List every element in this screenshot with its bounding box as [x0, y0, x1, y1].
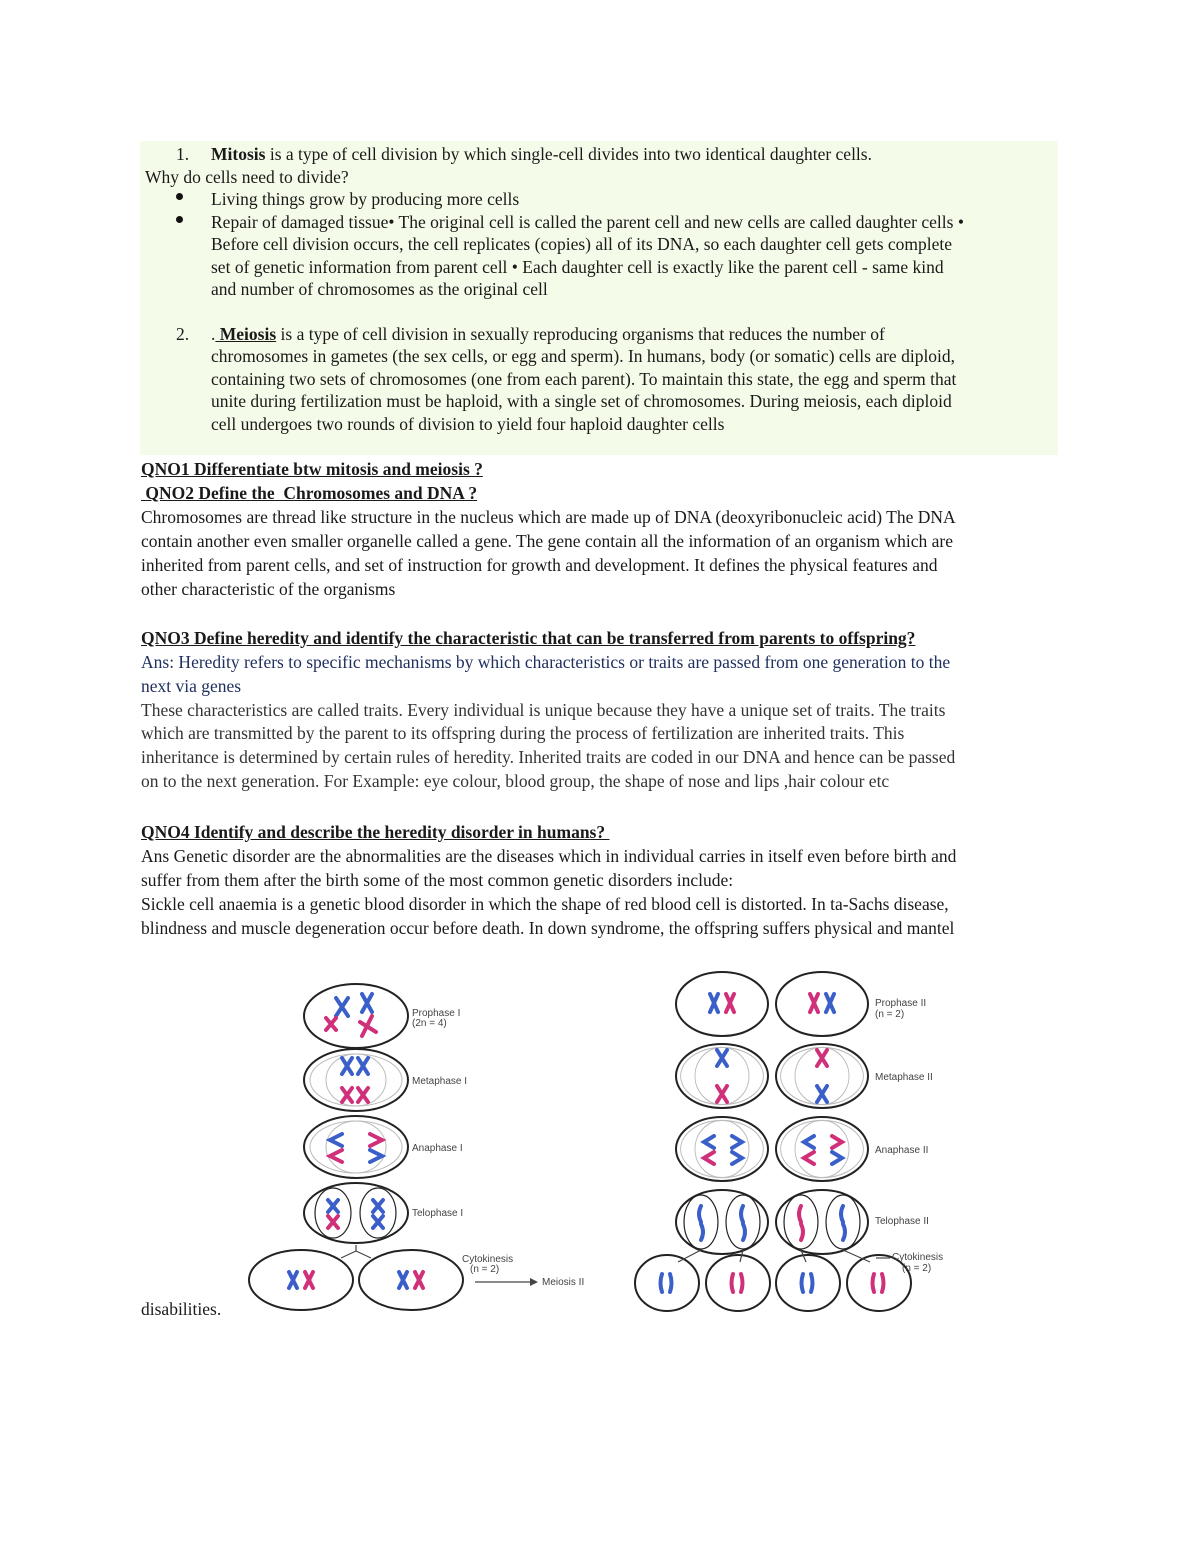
cell-anaphase-1 [304, 1116, 408, 1178]
q2-line: Chromosomes are thread like structure in the nucleus which are made up of DNA (deoxyribonucleic acid) The DNA [141, 507, 956, 527]
q2-line: contain another even smaller organelle called a gene. The gene contain all the information of an organism which are [141, 531, 953, 551]
why-divide-question: Why do cells need to divide? [145, 167, 349, 187]
cell-cytokinesis-right [359, 1250, 463, 1310]
list-number-2: 2. [176, 324, 190, 344]
gamete-cell [706, 1255, 770, 1311]
meiosis-line: containing two sets of chromosomes (one from each parent). To maintain this state, the egg and sperm that [211, 369, 957, 389]
q1-heading: QNO1 Differentiate btw mitosis and meiosis ? [141, 459, 483, 479]
q2-line: other characteristic of the organisms [141, 579, 396, 599]
label-cytokinesis-2: Cytokinesis [892, 1252, 944, 1263]
meiosis-line: cell undergoes two rounds of division to yield four haploid daughter cells [211, 414, 725, 434]
label-meiosis-2: Meiosis II [542, 1277, 585, 1288]
cell-telophase-1-inner-right [360, 1188, 396, 1238]
cell-prophase-2-right [776, 972, 868, 1036]
cell-prophase-2-left [676, 972, 768, 1036]
q2-heading: QNO2 Define the Chromosomes and DNA ? [141, 483, 478, 503]
q3-answer-line: next via genes [141, 676, 242, 696]
q3-line: These characteristics are called traits. Every individual is unique because they have a unique set of traits. The traits [141, 700, 946, 720]
cell-telophase-1-inner-left [315, 1188, 351, 1238]
meiosis-line: unite during fertilization must be haploid, with a single set of chromosomes. During meiosis, each diploid [211, 391, 952, 411]
cell-anaphase-2-left [676, 1117, 768, 1181]
label-cytokinesis-1-n: (n = 2) [470, 1264, 500, 1275]
cell-metaphase-2-right [776, 1044, 868, 1108]
label-cytokinesis-1: Cytokinesis [462, 1254, 514, 1265]
bullet-item-2-line: Repair of damaged tissue• The original cell is called the parent cell and new cells are called daughter cells • [211, 212, 964, 232]
cell-telophase-1 [304, 1183, 408, 1243]
bullet-item-1: Living things grow by producing more cells [211, 189, 520, 209]
label-anaphase-1: Anaphase I [412, 1143, 463, 1154]
label-prophase-1: Prophase I [412, 1008, 461, 1019]
cell-telophase-2-left [676, 1190, 768, 1254]
meiosis-text: is a type of cell division in sexually reproducing organisms that reduces the number of [276, 324, 885, 344]
cell-metaphase-1 [304, 1049, 408, 1111]
label-prophase-2-n: (n = 2) [875, 1009, 905, 1020]
bullet-item-2-line: Before cell division occurs, the cell replicates (copies) all of its DNA, so each daughter cell gets complete [211, 234, 953, 254]
q3-heading: QNO3 Define heredity and identify the characteristic that can be transferred from parents to offspring? [141, 628, 916, 648]
label-metaphase-1: Metaphase I [412, 1076, 468, 1087]
q3-line: on to the next generation. For Example: eye colour, blood group, the shape of nose and lips ,hair colour etc [141, 771, 890, 791]
cell-anaphase-2-right [776, 1117, 868, 1181]
label-metaphase-2: Metaphase II [875, 1072, 933, 1083]
label-telophase-1: Telophase I [412, 1208, 464, 1219]
cell-metaphase-2-left [676, 1044, 768, 1108]
q3-line: inheritance is determined by certain rules of heredity. Inherited traits are coded in our DNA and hence can be passed [141, 747, 956, 767]
bullet-item-2-line: set of genetic information from parent cell • Each daughter cell is exactly like the parent cell - same kind [211, 257, 944, 277]
meiosis-prefix: . [211, 324, 216, 344]
label-telophase-2: Telophase II [875, 1216, 929, 1227]
q4-line: Ans Genetic disorder are the abnormalities are the diseases which in individual carries in itself even before birth and [141, 846, 957, 866]
q4-line: blindness and muscle degeneration occur before death. In down syndrome, the offspring suffers physical and mantel [141, 918, 955, 938]
bullet-item-2-line: and number of chromosomes as the original cell [211, 279, 548, 299]
gamete-cell [776, 1255, 840, 1311]
list-number-1: 1. [176, 144, 190, 164]
q4-last-line: disabilities. [141, 1299, 222, 1319]
q4-line: suffer from them after the birth some of the most common genetic disorders include: [141, 870, 734, 890]
meiosis-term: Meiosis [215, 324, 277, 344]
q4-line: Sickle cell anaemia is a genetic blood disorder in which the shape of red blood cell is distorted. In ta-Sachs disease, [141, 894, 949, 914]
label-cytokinesis-2-n: (n = 2) [902, 1263, 932, 1274]
q3-answer-line: Ans: Heredity refers to specific mechanisms by which characteristics or traits are passed from one generation to the [141, 652, 951, 672]
meiosis-line: chromosomes in gametes (the sex cells, or egg and sperm). In humans, body (or somatic) cells are diploid, [211, 346, 956, 366]
label-prophase-2: Prophase II [875, 998, 927, 1009]
gamete-cell [635, 1255, 699, 1311]
label-anaphase-2: Anaphase II [875, 1145, 929, 1156]
mitosis-text: is a type of cell division by which single-cell divides into two identical daughter cells. [265, 144, 872, 164]
q4-heading: QNO4 Identify and describe the heredity disorder in humans? [141, 822, 610, 842]
cell-telophase-2-right [776, 1190, 868, 1254]
label-prophase-1-n: (2n = 4) [412, 1018, 447, 1029]
mitosis-term: Mitosis [211, 144, 266, 164]
q2-line: inherited from parent cells, and set of instruction for growth and development. It defines the physical features and [141, 555, 938, 575]
q3-line: which are transmitted by the parent to its offspring during the process of fertilization are inherited traits. This [141, 723, 905, 743]
cell-cytokinesis-left [249, 1250, 353, 1310]
cell-prophase-1 [304, 984, 408, 1048]
